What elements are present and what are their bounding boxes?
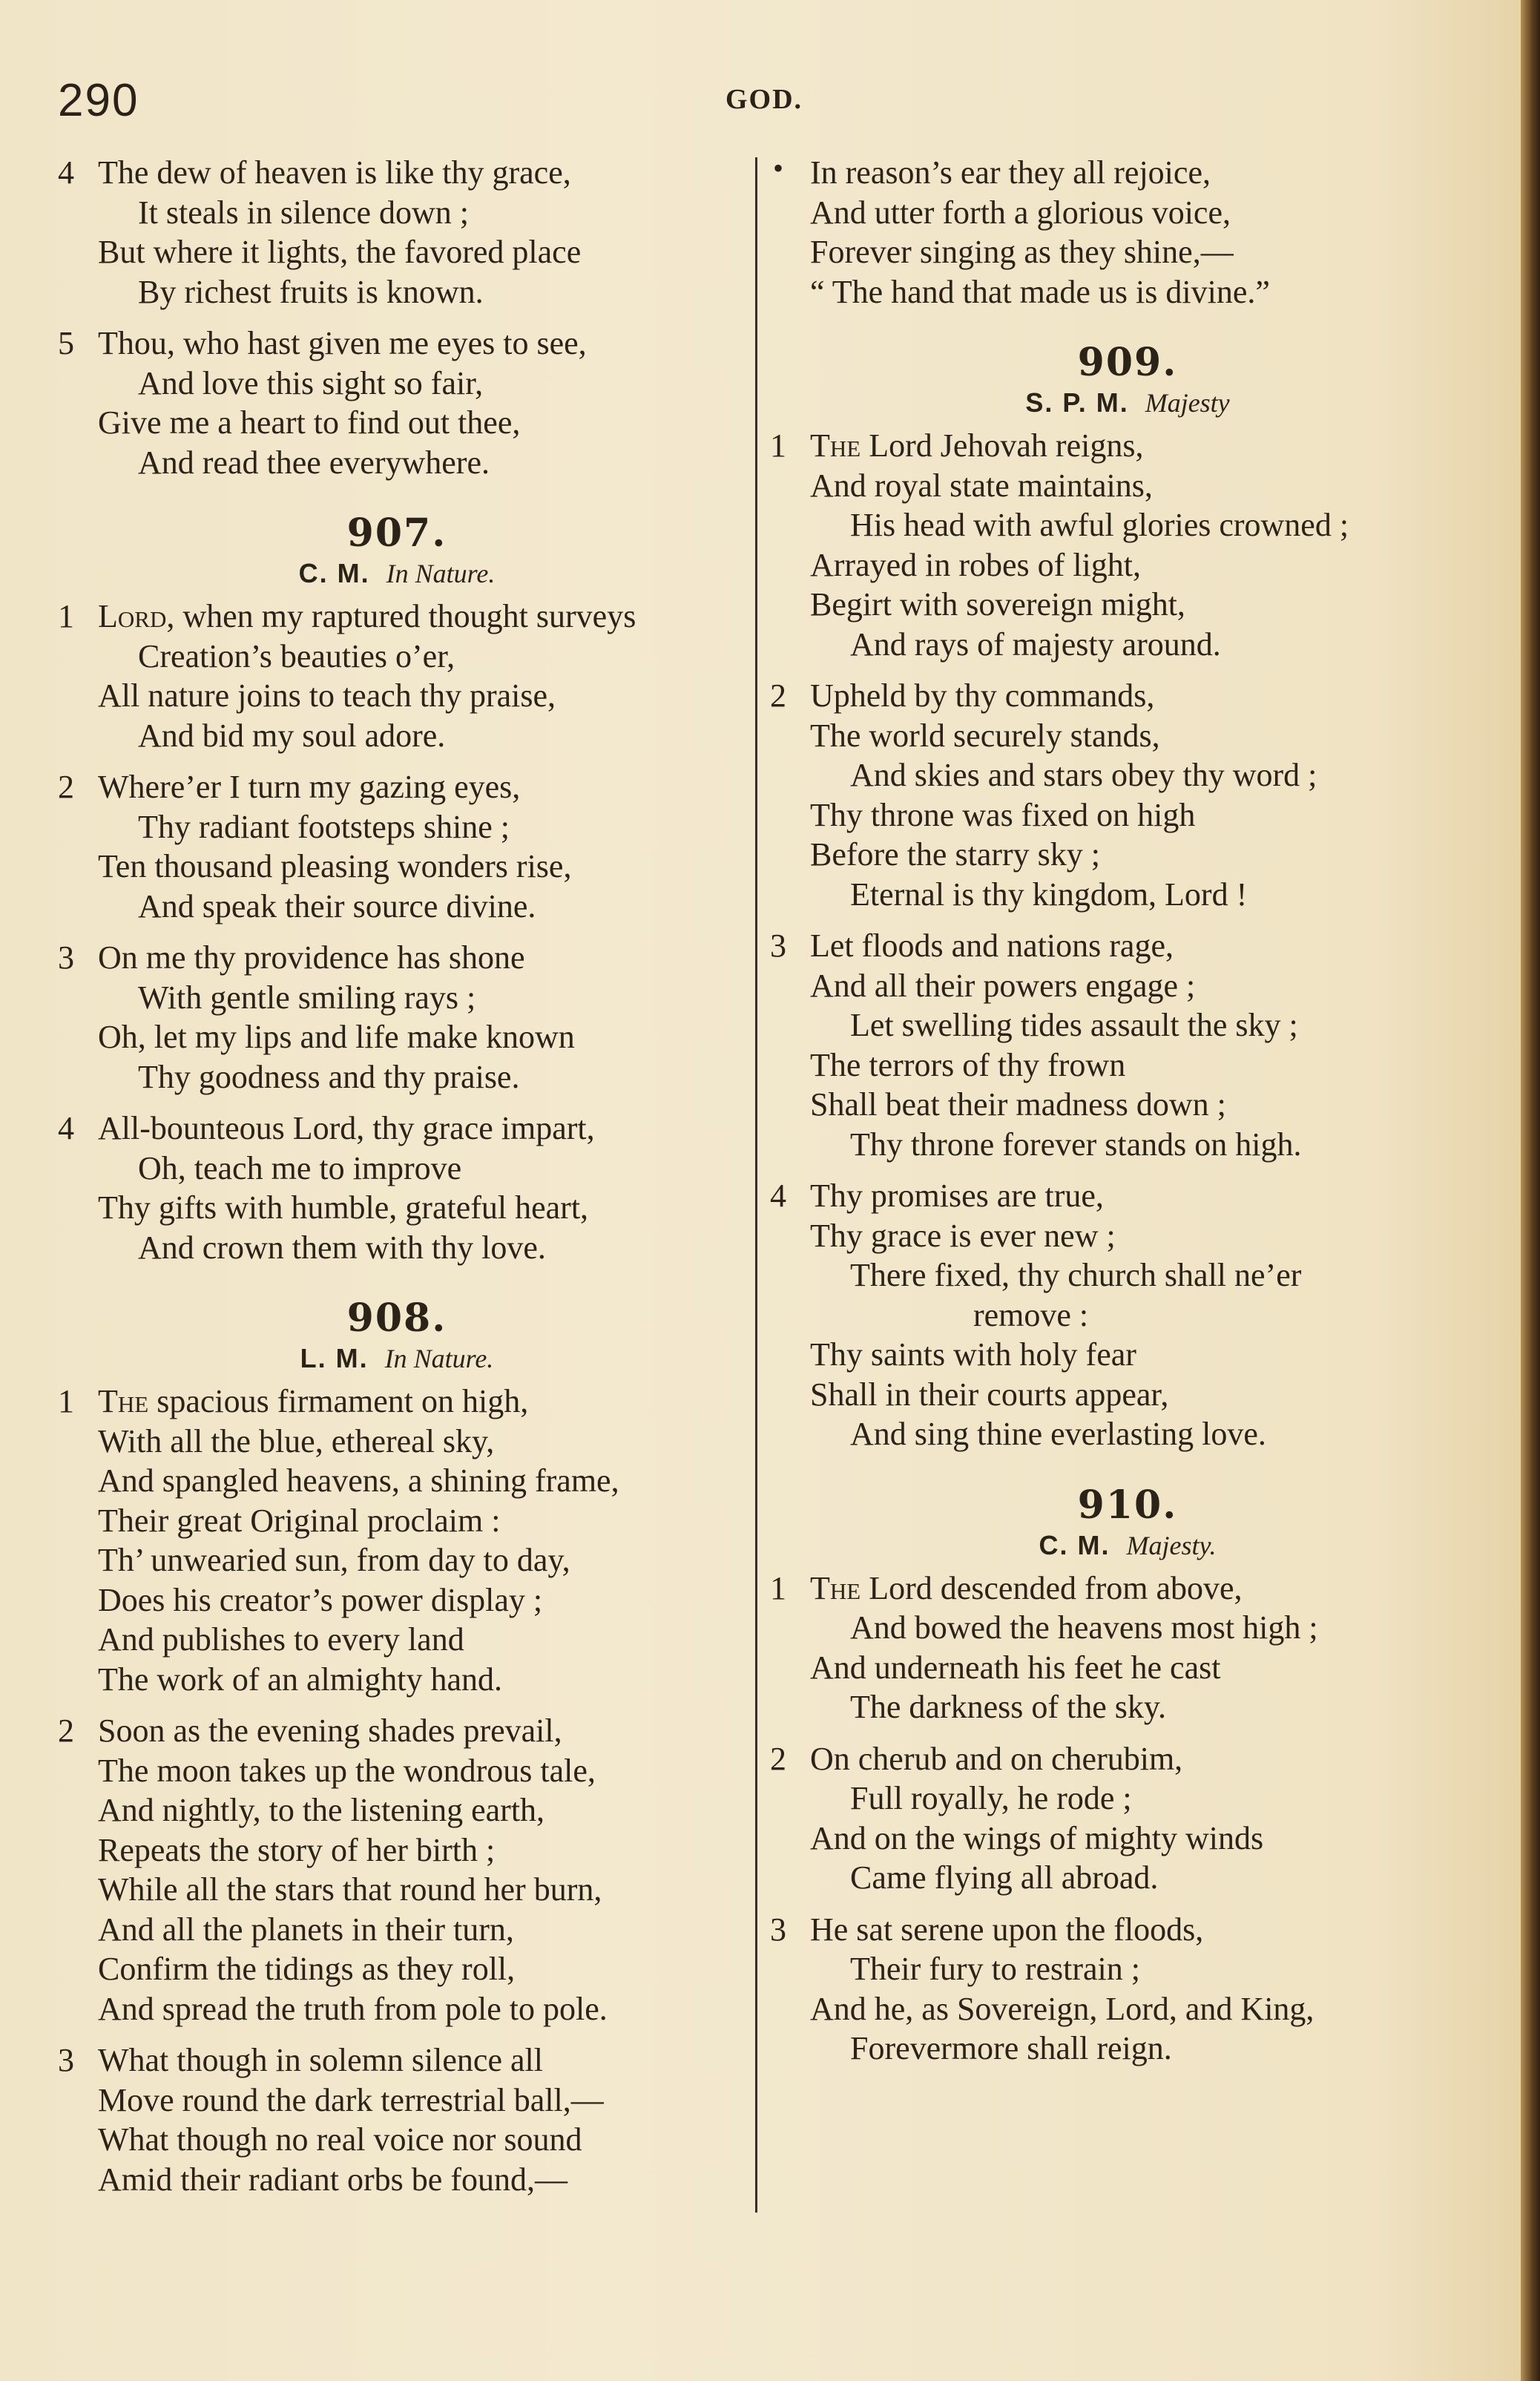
hymn-line: Forever singing as they shine,— <box>810 234 1234 270</box>
verse-number: 1 <box>770 1569 786 1606</box>
verse-number: 4 <box>58 154 74 191</box>
stanza <box>764 1910 1491 2069</box>
hymn-line: Amid their radiant orbs be found,— <box>98 2161 567 2198</box>
hymn-meter: S. P. M. <box>1025 387 1129 418</box>
hymn-line: Does his creator’s power display ; <box>98 1581 543 1618</box>
continuation-mark: • <box>773 151 784 185</box>
hymn-line: In reason’s ear they all rejoice, <box>810 154 1211 191</box>
first-word: The <box>810 427 861 464</box>
hymn-heading <box>764 1482 1491 1563</box>
hymn-line: And spread the truth from pole to pole. <box>98 1990 608 2027</box>
hymn-line: It steals in silence down ; <box>138 194 470 231</box>
stanza <box>52 1711 742 2029</box>
stanza <box>52 324 742 482</box>
column-divider <box>755 157 757 2213</box>
hymn-heading <box>52 1295 742 1376</box>
hymn-line: Came flying all abroad. <box>850 1859 1159 1896</box>
hymn-line: spacious firmament on high, <box>148 1383 529 1419</box>
verse-number: 4 <box>770 1178 786 1214</box>
stanza <box>764 926 1491 1164</box>
hymn-line: On cherub and on cherubim, <box>810 1740 1183 1777</box>
hymn-line: And speak their source divine. <box>138 887 536 925</box>
hymn-line: Th’ unwearied sun, from day to day, <box>98 1542 570 1578</box>
hymn-line: remove : <box>973 1296 1089 1333</box>
stanza <box>52 1109 742 1267</box>
hymn-line: All-bounteous Lord, thy grace impart, <box>98 1110 595 1146</box>
hymn-number: 909. <box>1077 340 1178 385</box>
hymn-line: Lord descended from above, <box>861 1569 1243 1606</box>
verse-number: 1 <box>58 1383 74 1419</box>
hymn-line: Creation’s beauties o’er, <box>138 637 455 674</box>
hymn-line: What though no real voice nor sound <box>98 2121 582 2158</box>
hymn-line: The world securely stands, <box>810 717 1160 754</box>
stanza <box>52 2040 742 2199</box>
hymn-line: And underneath his feet he cast <box>810 1649 1221 1686</box>
hymn-line: The work of an almighty hand. <box>98 1661 502 1698</box>
hymn-line: And publishes to every land <box>98 1621 464 1658</box>
hymn-line: Let floods and nations rage, <box>810 927 1174 964</box>
hymn-line: And on the wings of mighty winds <box>810 1819 1264 1856</box>
hymn-meter: C. M. <box>298 558 370 588</box>
running-head: GOD. <box>725 84 803 115</box>
hymn-line: Shall in their courts appear, <box>810 1376 1169 1413</box>
verse-number: 3 <box>770 1911 786 1948</box>
hymn-line: Thy saints with holy fear <box>810 1336 1136 1373</box>
first-word: The <box>810 1569 861 1606</box>
hymn-line: All nature joins to teach thy praise, <box>98 677 556 714</box>
hymn-line: Thy throne forever stands on high. <box>850 1126 1302 1163</box>
hymn-line: And spangled heavens, a shining frame, <box>98 1462 619 1499</box>
hymn-line: Thy throne was fixed on high <box>810 796 1196 833</box>
stanza <box>764 1739 1491 1898</box>
hymn-line: He sat serene upon the floods, <box>810 1911 1204 1948</box>
stanza <box>52 938 742 1097</box>
hymn-line: And nightly, to the listening earth, <box>98 1792 545 1828</box>
hymn-line: The terrors of thy frown <box>810 1046 1126 1083</box>
hymn-line: Forevermore shall reign. <box>850 2030 1172 2066</box>
hymn-line: Move round the dark terrestrial ball,— <box>98 2081 604 2118</box>
hymn-line: There fixed, thy church shall ne’er <box>850 1257 1302 1293</box>
hymn-line: And read thee everywhere. <box>138 444 490 481</box>
first-word: The <box>98 1383 149 1419</box>
hymn-line: With all the blue, ethereal sky, <box>98 1422 495 1459</box>
hymn-line: And love this sight so fair, <box>138 364 484 401</box>
verse-number: 2 <box>58 1712 74 1749</box>
hymn-line: What though in solemn silence all <box>98 2042 543 2078</box>
hymn-number: 908. <box>346 1295 447 1341</box>
stanza <box>764 676 1491 914</box>
hymn-line: Where’er I turn my gazing eyes, <box>98 769 521 805</box>
hymn-number: 907. <box>346 510 447 556</box>
right-column <box>764 153 1491 2080</box>
stanza <box>764 426 1491 664</box>
hymn-line: Confirm the tidings as they roll, <box>98 1951 516 1987</box>
hymn-line: And skies and stars obey thy word ; <box>850 757 1317 793</box>
verse-number: 3 <box>58 2042 74 2078</box>
hymn-line: Shall beat their madness down ; <box>810 1086 1226 1123</box>
stanza <box>52 767 742 926</box>
verse-number: 4 <box>58 1110 74 1146</box>
stanza <box>52 597 742 755</box>
hymn-number: 910. <box>1077 1482 1178 1528</box>
hymn-line: With gentle smiling rays ; <box>138 979 476 1016</box>
hymn-line: “ The hand that made us is divine.” <box>810 273 1270 310</box>
stanza <box>764 1569 1491 1727</box>
hymn-line: And bid my soul adore. <box>138 717 446 754</box>
hymn-line: Thou, who hast given me eyes to see, <box>98 325 587 361</box>
hymn-line: The moon takes up the wondrous tale, <box>98 1752 596 1789</box>
hymn-line: Begirt with sovereign might, <box>810 586 1185 623</box>
verse-number: 5 <box>58 325 74 361</box>
hymn-line: And utter forth a glorious voice, <box>810 194 1231 231</box>
hymn-line: Their great Original proclaim : <box>98 1502 501 1539</box>
hymn-line: when my raptured thought surveys <box>174 598 636 634</box>
hymn-line: And sing thine everlasting love. <box>850 1416 1266 1452</box>
left-column <box>52 153 742 2211</box>
verse-number: 3 <box>770 927 786 964</box>
hymn-line: On me thy providence has shone <box>98 939 525 976</box>
hymn-topic: In Nature. <box>384 1344 494 1373</box>
stanza <box>52 153 742 312</box>
hymn-topic: Majesty <box>1145 388 1230 418</box>
hymn-line: Full royally, he rode ; <box>850 1780 1132 1816</box>
verse-number: 2 <box>770 1740 786 1777</box>
hymn-line: Oh, teach me to improve <box>138 1149 462 1186</box>
hymn-line: And crown them with thy love. <box>138 1229 546 1266</box>
hymn-line: And royal state maintains, <box>810 467 1153 504</box>
hymn-line: While all the stars that round her burn, <box>98 1871 602 1908</box>
hymn-line: Arrayed in robes of light, <box>810 546 1141 583</box>
hymn-line: And he, as Sovereign, Lord, and King, <box>810 1990 1314 2027</box>
hymn-line: Thy promises are true, <box>810 1178 1104 1214</box>
hymn-meter: L. M. <box>300 1343 369 1373</box>
hymn-line: Their fury to restrain ; <box>850 1951 1140 1987</box>
hymn-topic: In Nature. <box>386 559 496 588</box>
hymn-line: The dew of heaven is like thy grace, <box>98 154 571 191</box>
hymn-line: And rays of majesty around. <box>850 625 1221 663</box>
hymn-line: Repeats the story of her birth ; <box>98 1831 496 1868</box>
hymn-line: Thy gifts with humble, grateful heart, <box>98 1189 589 1226</box>
hymn-line: Thy goodness and thy praise. <box>138 1058 520 1095</box>
hymn-line: His head with awful glories crowned ; <box>850 507 1349 543</box>
stanza <box>764 153 1491 312</box>
hymn-meter: C. M. <box>1039 1529 1110 1560</box>
hymn-line: And all their powers engage ; <box>810 967 1196 1004</box>
hymn-line: Before the starry sky ; <box>810 836 1100 873</box>
hymn-heading <box>764 340 1491 420</box>
stanza <box>52 1382 742 1699</box>
hymn-line: Give me a heart to find out thee, <box>98 404 521 441</box>
stanza <box>764 1176 1491 1454</box>
hymn-line: And all the planets in their turn, <box>98 1911 514 1948</box>
verse-number: 2 <box>770 677 786 714</box>
hymn-line: Oh, let my lips and life make known <box>98 1019 575 1055</box>
page-number: 290 <box>58 75 139 126</box>
hymn-line: Ten thousand pleasing wonders rise, <box>98 848 572 884</box>
hymn-line: The darkness of the sky. <box>850 1689 1167 1725</box>
hymn-line: Upheld by thy commands, <box>810 677 1155 714</box>
hymn-line: Lord Jehovah reigns, <box>861 427 1144 464</box>
hymn-line: Thy grace is ever new ; <box>810 1217 1116 1254</box>
book-spine-edge <box>1521 0 1540 2381</box>
hymn-line: Soon as the evening shades prevail, <box>98 1712 562 1749</box>
first-word: Lord, <box>98 598 175 634</box>
hymn-line: Let swelling tides assault the sky ; <box>850 1007 1298 1043</box>
hymn-line: Thy radiant footsteps shine ; <box>138 808 510 845</box>
verse-number: 1 <box>58 598 74 634</box>
hymn-line: Eternal is thy kingdom, Lord ! <box>850 876 1248 913</box>
verse-number: 1 <box>770 427 786 464</box>
hymn-topic: Majesty. <box>1126 1530 1217 1560</box>
verse-number: 3 <box>58 939 74 976</box>
hymn-heading <box>52 510 742 591</box>
hymn-line: By richest fruits is known. <box>138 273 484 310</box>
hymn-line: And bowed the heavens most high ; <box>850 1609 1318 1646</box>
verse-number: 2 <box>58 769 74 805</box>
hymn-line: But where it lights, the favored place <box>98 234 582 270</box>
